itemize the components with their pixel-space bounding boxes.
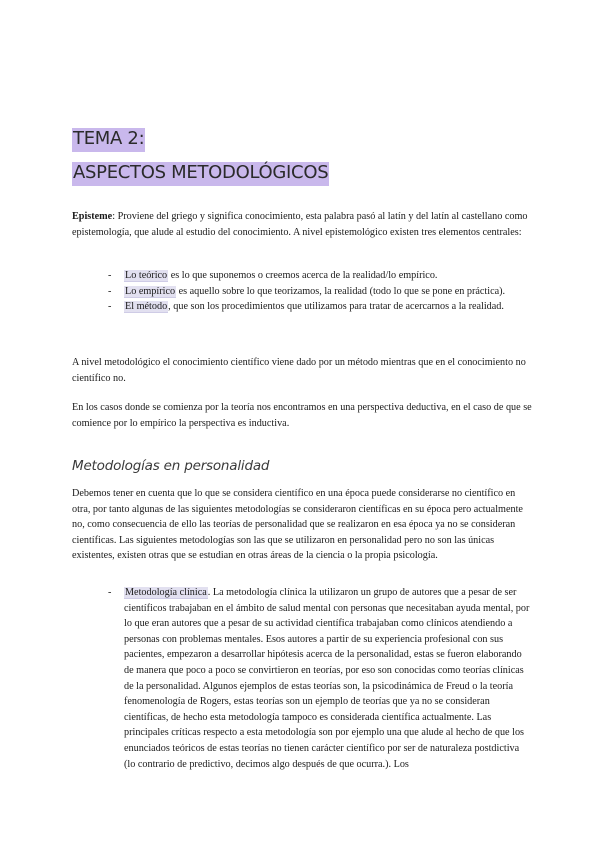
methodologies-list xyxy=(108,585,532,772)
dash-marker: - xyxy=(108,270,112,281)
item-text: es lo que suponemos o creemos acerca de la realidad/lo empírico. xyxy=(168,270,438,281)
elements-list xyxy=(108,268,532,315)
deductiva-paragraph: En los casos donde se comienza por la teoría nos encontramos en una perspectiva deductiva, en el caso de que se comience por lo empírico la perspectiva es inductiva. xyxy=(72,402,532,429)
highlight-term: Lo empírico xyxy=(125,285,176,297)
highlight-term: Lo teórico xyxy=(125,270,168,281)
dash-marker: - xyxy=(108,301,112,313)
list-item xyxy=(108,284,532,300)
list-item xyxy=(108,585,532,772)
item-text: es aquello sobre lo que teorizamos, la realidad (todo lo que se pone en práctica). xyxy=(176,285,506,297)
title-line-2: ASPECTOS METODOLÓGICOS xyxy=(72,162,329,186)
dash-marker: - xyxy=(108,285,112,297)
section-heading: Metodologías en personalidad xyxy=(72,458,270,474)
metodologico-paragraph: A nivel metodológico el conocimiento científico viene dado por un método mientras que en el conocimiento no científico no. xyxy=(72,357,526,384)
intro-text: : Proviene del griego y significa conocimiento, esta palabra pasó al latín y del latín al castellano como epistemología, que alude al estudio del conocimiento. A nivel epistemológico existen tres elementos centrales: xyxy=(72,211,528,238)
intro-paragraph xyxy=(72,209,532,240)
dash-marker: - xyxy=(108,587,112,598)
highlight-term: Metodología clínica xyxy=(125,587,207,598)
term-episteme: Episteme xyxy=(72,211,113,222)
item-text: , que son los procedimientos que utilizamos para tratar de acercarnos a la realidad. xyxy=(168,301,504,313)
list-item xyxy=(108,299,532,315)
item-text: . La metodología clínica la utilizaron un grupo de autores que a pesar de ser científicos trabajaban en el ámbito de salud mental con personas que necesitaban ayuda mental, por lo que eran autores que a pesar de su actividad científica trabajaban como clínicos atendiendo a personas con problemas mentales. Esos autores a partir de su experiencia profesional con sus pacientes, empezaron a desarrollar hipótesis acerca de la personalidad, estas se fueron elaborando de manera que poco a poco se convirtieron en teorías, por eso son conocidas como teorías clínicas de la personalidad. Algunos ejemplos de estas teorías son, la psicodinámica de Freud o la teoría fenomenología de Rogers, estas teorías son un ejemplo de teorías que ya no se consideran científicas, de hecho esta metodología tampoco es considerada científica actualmente. Las principales críticas respecto a esta metodología son por ejemplo una que alude al hecho de que los enunciados teóricos de estas teorías no tienen carácter científico por ser de naturaleza postdictiva (lo contrario de predictivo, decimos algo después de que ocurra.). Los xyxy=(124,587,530,770)
list-item xyxy=(108,268,532,284)
section-intro-paragraph: Debemos tener en cuenta que lo que se considera científico en una época puede considerarse no científico en otra, por tanto algunas de las siguientes metodologías se consideraron científicas en su época pero actualmente no, como consecuencia de ello las teorías de personalidad que se realizaron en esa época ya no se consideran científicas. Las siguientes metodologías son las que se utilizaron en personalidad pero no son las únicas existentes, existen otras que se estudian en otras áreas de la ciencia o la propia psicología. xyxy=(72,488,523,562)
title-line-1: TEMA 2: xyxy=(72,128,145,152)
highlight-term: El método xyxy=(125,301,168,313)
